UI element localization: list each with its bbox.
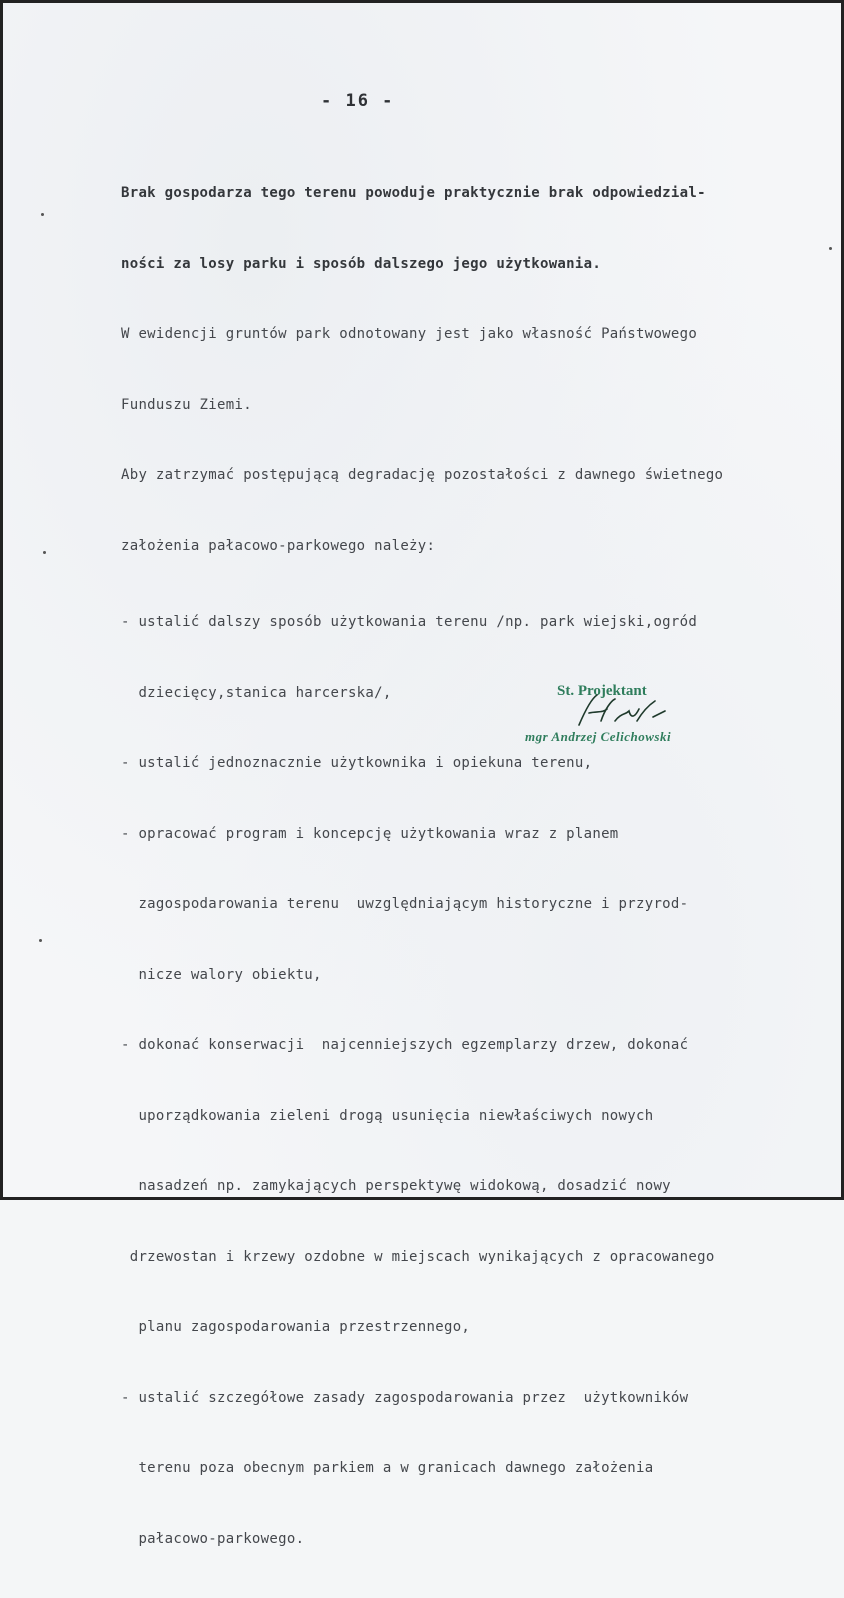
list-item-continuation: zagospodarowania terenu uwzględniającym historyczne i przyrod-	[121, 896, 689, 912]
list-item: - ustalić dalszy sposób użytkowania terenu /np. park wiejski,ogród	[121, 614, 698, 630]
body-text	[121, 135, 841, 1598]
margin-dot	[43, 551, 46, 554]
signature-stamp	[523, 683, 723, 753]
list-item: - dokonać konserwacji najcenniejszych egzemplarzy drzew, dokonać	[121, 1037, 689, 1053]
text-line: W ewidencji gruntów park odnotowany jest jako własność Państwowego	[121, 326, 698, 342]
list-item-continuation: pałacowo-parkowego.	[121, 1530, 305, 1547]
margin-dot	[41, 213, 44, 216]
list-item-continuation: nasadzeń np. zamykających perspektywę widokową, dosadzić nowy	[121, 1178, 671, 1194]
signature-title: St. Projektant	[557, 683, 647, 699]
text-line: założenia pałacowo-parkowego należy:	[121, 537, 436, 554]
text-line: Brak gospodarza tego terenu powoduje praktycznie brak odpowiedzial-	[121, 185, 706, 201]
list-item-continuation: drzewostan i krzewy ozdobne w miejscach wynikających z opracowanego	[121, 1248, 715, 1265]
list-item-continuation: uporządkowania zieleni drogą usunięcia niewłaściwych nowych	[121, 1107, 654, 1124]
list-item: - opracować program i koncepcję użytkowania wraz z planem	[121, 825, 619, 842]
text-line: Aby zatrzymać postępującą degradację pozostałości z dawnego świetnego	[121, 467, 724, 483]
margin-dot	[829, 247, 832, 250]
list-item-continuation: planu zagospodarowania przestrzennego,	[121, 1319, 471, 1335]
handwritten-signature	[571, 691, 691, 731]
list-item-continuation: dziecięcy,stanica harcerska/,	[121, 684, 392, 701]
list-item: - ustalić szczegółowe zasady zagospodarowania przez użytkowników	[121, 1389, 689, 1406]
text-line: Funduszu Ziemi.	[121, 396, 252, 413]
list-item: - ustalić jednoznacznie użytkownika i opiekuna terenu,	[121, 755, 593, 771]
signature-name: mgr Andrzej Celichowski	[525, 729, 672, 744]
page-number: - 16 -	[321, 91, 395, 111]
text-line: ności za losy parku i sposób dalszego jego użytkowania.	[121, 255, 602, 272]
list-item-continuation: nicze walory obiektu,	[121, 966, 322, 983]
list-item-continuation: terenu poza obecnym parkiem a w granicach dawnego założenia	[121, 1460, 654, 1476]
margin-dot	[39, 939, 42, 942]
